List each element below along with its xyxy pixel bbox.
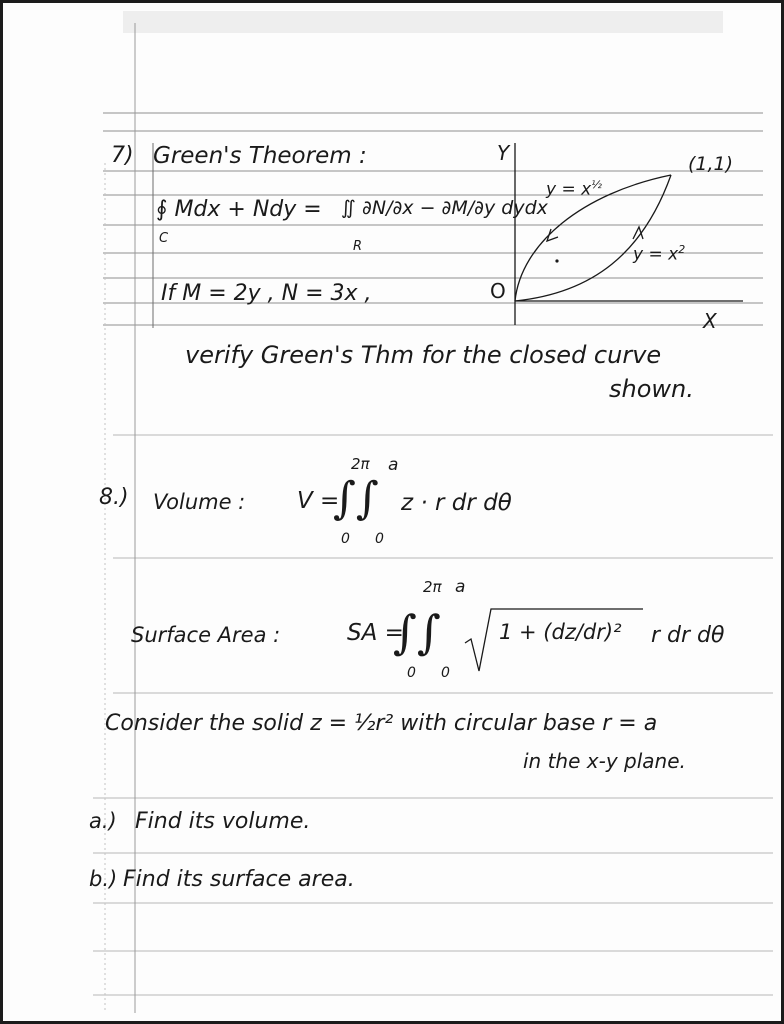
sa-outer-lower: 0 — [407, 665, 416, 681]
x-axis-label: X — [703, 309, 717, 333]
consider-line-1: Consider the solid z = ½r² with circular base r = a — [105, 711, 658, 736]
sa-inner-upper: a — [455, 577, 466, 597]
point-label: (1,1) — [688, 153, 734, 175]
surface-area-lhs: SA = — [347, 620, 404, 646]
volume-lhs: V = — [297, 488, 340, 514]
upper-curve-exponent: ½ — [591, 178, 602, 191]
given-functions: If M = 2y , N = 3x , — [161, 281, 372, 306]
consider-line-2: in the x-y plane. — [523, 749, 686, 773]
problem-8-number: 8.) — [99, 485, 129, 510]
instruction-line-1: verify Green's Thm for the closed curve — [185, 341, 662, 369]
sa-outer-upper: 2π — [423, 578, 442, 596]
volume-inner-lower: 0 — [375, 531, 384, 547]
region-label: R — [353, 239, 363, 254]
lower-curve-label-text: y = x — [633, 244, 679, 265]
part-a-label: a.) — [89, 809, 117, 833]
sa-radicand: 1 + (dz/dr)² — [499, 620, 622, 644]
problem-7-number: 7) — [111, 143, 134, 168]
volume-outer-upper: 2π — [351, 455, 370, 473]
part-b-label: b.) — [89, 867, 118, 891]
lower-curve-exponent: 2 — [678, 243, 686, 256]
volume-integrand: z · r dr dθ — [401, 490, 512, 516]
lower-curve-label — [633, 243, 685, 265]
volume-inner-upper: a — [388, 455, 399, 475]
volume-double-integral-sign: ∫∫ — [333, 473, 379, 524]
upper-curve-label — [546, 178, 602, 200]
green-integral-lhs: ∮ Mdx + Ndy = — [156, 197, 322, 222]
surface-area-double-integral-sign: ∫∫ — [393, 605, 441, 659]
notebook-page — [3, 3, 781, 1021]
upper-curve-label-text: y = x — [546, 179, 592, 200]
part-b-text: Find its surface area. — [123, 867, 355, 892]
scan-smudge — [123, 11, 723, 33]
green-integral-rhs: ∬ ∂N/∂x − ∂M/∂y dydx — [341, 197, 548, 219]
part-a-text: Find its volume. — [135, 809, 311, 834]
sa-tail: r dr dθ — [651, 623, 725, 648]
y-axis-label: Y — [497, 141, 510, 165]
surface-area-label: Surface Area : — [131, 623, 281, 647]
volume-outer-lower: 0 — [341, 531, 350, 547]
instruction-line-2: shown. — [609, 375, 694, 403]
volume-label: Volume : — [153, 490, 246, 514]
sa-inner-lower: 0 — [441, 665, 450, 681]
origin-label: O — [490, 279, 506, 303]
problem-7-title: Green's Theorem : — [153, 143, 367, 169]
region-dot — [555, 259, 558, 262]
contour-label: C — [159, 231, 169, 246]
